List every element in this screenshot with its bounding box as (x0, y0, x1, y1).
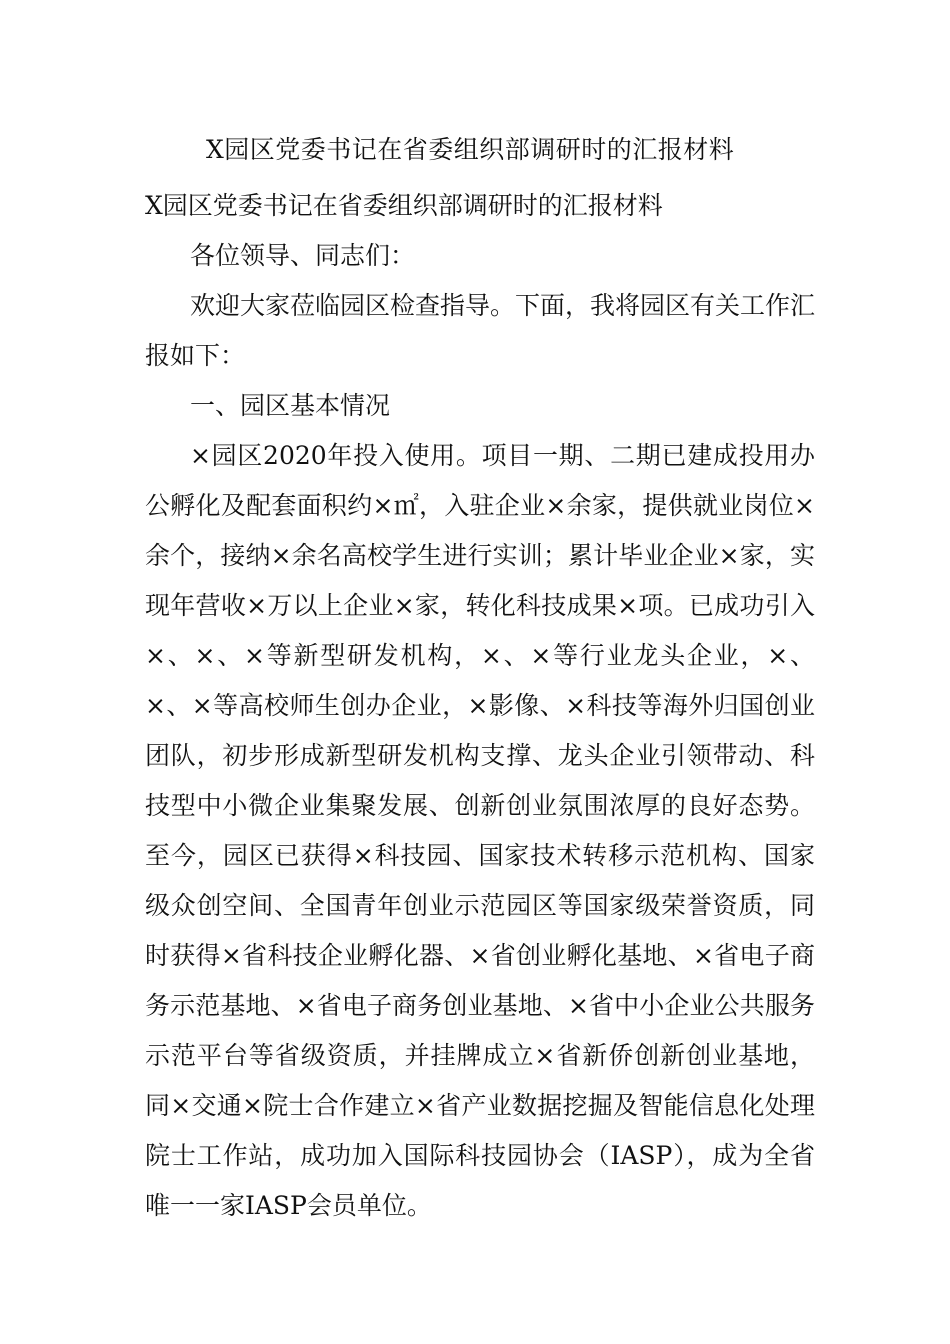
document-body (145, 181, 815, 1231)
document-subtitle: X园区党委书记在省委组织部调研时的汇报材料 (145, 191, 663, 220)
document-title: X园区党委书记在省委组织部调研时的汇报材料 (206, 135, 735, 164)
section-body-paragraph: ×园区2020年投入使用。项目一期、二期已建成投用办公孵化及配套面积约×㎡，入驻企业×余家，提供就业岗位×余个，接纳×余名高校学生进行实训；累计毕业企业×家，实现年营收×万以上企业×家，转化科技成果×项。已成功引入×、×、×等新型研发机构，×、×等行业龙头企业，×、×、×等高校师生创办企业，×影像、×科技等海外归国创业团队，初步形成新型研发机构支撑、龙头企业引领带动、科技型中小微企业集聚发展、创新创业氛围浓厚的良好态势。至今，园区已获得×科技园、国家技术转移示范机构、国家级众创空间、全国青年创业示范园区等国家级荣誉资质，同时获得×省科技企业孵化器、×省创业孵化基地、×省电子商务示范基地、×省电子商务创业基地、×省中小企业公共服务示范平台等省级资质，并挂牌成立×省新侨创新创业基地，同×交通×院士合作建立×省产业数据挖掘及智能信息化处理院士工作站，成功加入国际科技园协会（IASP），成为全省唯一一家IASP会员单位。 (145, 441, 815, 1220)
greeting-paragraph: 各位领导、同志们： (190, 241, 416, 270)
section-heading: 一、园区基本情况 (190, 391, 391, 420)
intro-paragraph: 欢迎大家莅临园区检查指导。下面，我将园区有关工作汇报如下： (145, 291, 816, 370)
